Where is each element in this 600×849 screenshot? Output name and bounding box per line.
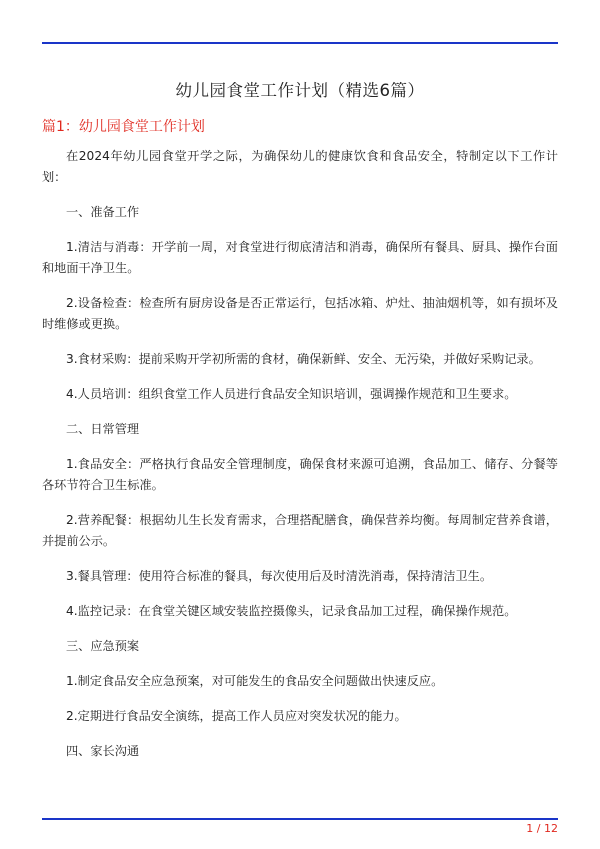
paragraph-emergency-plan: 1.制定食品安全应急预案，对可能发生的食品安全问题做出快速反应。 xyxy=(66,674,444,688)
paragraph-nutrition: 2.营养配餐：根据幼儿生长发育需求，合理搭配膳食，确保营养均衡。每周制定营养食谱，并提前公示。 xyxy=(42,513,558,548)
paragraph-tableware: 3.餐具管理：使用符合标准的餐具，每次使用后及时清洗消毒，保持清洁卫生。 xyxy=(66,569,493,583)
intro-paragraph: 在2024年幼儿园食堂开学之际，为确保幼儿的健康饮食和食品安全，特制定以下工作计划： xyxy=(42,149,558,184)
paragraph-monitoring: 4.监控记录：在食堂关键区域安装监控摄像头，记录食品加工过程，确保操作规范。 xyxy=(66,604,517,618)
page-number: 1 / 12 xyxy=(526,822,558,835)
section-title: 篇1：幼儿园食堂工作计划 xyxy=(42,119,205,135)
header-rule xyxy=(42,42,558,44)
paragraph-equipment: 2.设备检查：检查所有厨房设备是否正常运行，包括冰箱、炉灶、抽油烟机等，如有损坏及时维修或更换。 xyxy=(42,296,558,331)
paragraph-purchasing: 3.食材采购：提前采购开学初所需的食材，确保新鲜、安全、无污染，并做好采购记录。 xyxy=(66,352,541,366)
heading-emergency-plan: 三、应急预案 xyxy=(66,639,140,653)
document-body xyxy=(42,146,558,776)
heading-preparation: 一、准备工作 xyxy=(66,205,140,219)
heading-daily-management: 二、日常管理 xyxy=(66,422,140,436)
paragraph-training: 4.人员培训：组织食堂工作人员进行食品安全知识培训，强调操作规范和卫生要求。 xyxy=(66,387,517,401)
heading-parent-communication: 四、家长沟通 xyxy=(66,744,140,758)
paragraph-food-safety: 1.食品安全：严格执行食品安全管理制度，确保食材来源可追溯，食品加工、储存、分餐等各环节符合卫生标准。 xyxy=(42,457,558,492)
paragraph-cleaning: 1.清洁与消毒：开学前一周，对食堂进行彻底清洁和消毒，确保所有餐具、厨具、操作台面和地面干净卫生。 xyxy=(42,240,558,275)
paragraph-drills: 2.定期进行食品安全演练，提高工作人员应对突发状况的能力。 xyxy=(66,709,407,723)
footer-rule xyxy=(42,818,558,820)
document-title: 幼儿园食堂工作计划（精选6篇） xyxy=(175,81,425,100)
